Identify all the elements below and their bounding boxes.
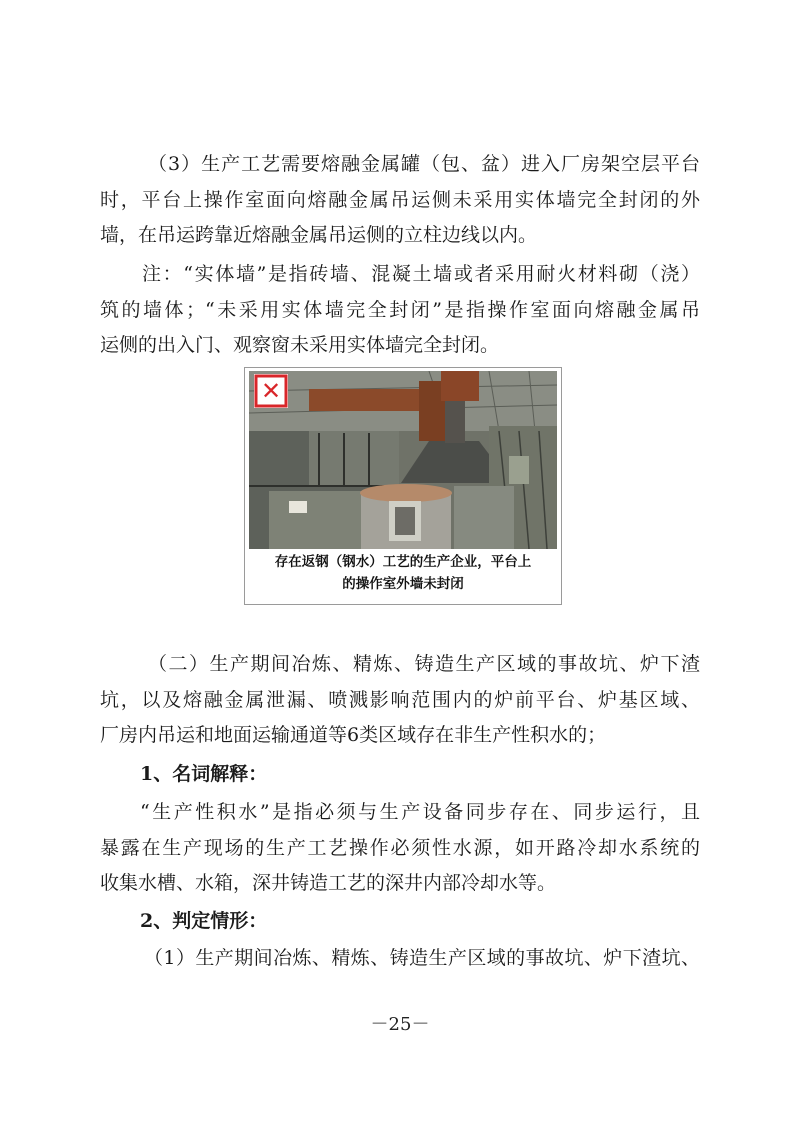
figure-caption [249,551,557,595]
text-line: 暴露在生产现场的生产工艺操作必须性水源，如开路冷却水系统的 [100,836,700,859]
definition-paragraph [100,795,700,902]
heading-text: 1、名词解释： [140,763,268,785]
text-line: 运侧的出入门、观察窗未采用实体墙完全封闭。 [100,334,500,356]
text-line: 注：“实体墙”是指砖墙、混凝土墙或者采用耐火材料砌（浇） [142,263,700,285]
paragraph-3 [100,147,700,254]
page-number: －25－ [370,1014,430,1035]
text-line: 时，平台上操作室面向熔融金属吊运侧未采用实体墙完全封闭的外 [100,188,700,211]
text-line: （3）生产工艺需要熔融金属罐（包、盆）进入厂房架空层平台 [148,153,700,175]
factory-photo [249,371,557,549]
criteria-paragraph [100,941,700,977]
text-line: “生产性积水”是指必须与生产设备同步存在、同步运行，且 [140,801,700,823]
heading-text: 2、判定情形： [140,910,268,932]
figure [244,367,562,605]
text-line: 筑的墙体；“未采用实体墙完全封闭”是指操作室面向熔融金属吊 [100,298,700,321]
text-line: 墙，在吊运跨靠近熔融金属吊运侧的立柱边线以内。 [100,224,538,246]
text-line: 收集水槽、水箱，深井铸造工艺的深井内部冷却水等。 [100,872,557,894]
cross-mark-icon: ✕ [260,377,282,405]
text-line: 厂房内吊运和地面运输通道等6类区域存在非生产性积水的； [100,724,607,746]
section-2-paragraph [100,647,700,754]
caption-line: 的操作室外墙未封闭 [342,576,464,592]
note-paragraph [100,257,700,364]
heading-criteria [100,904,700,940]
text-line: 坑，以及熔融金属泄漏、喷溅影响范围内的炉前平台、炉基区域、 [100,688,700,711]
heading-term-definition [100,757,700,793]
text-line: （1）生产期间冶炼、精炼、铸造生产区域的事故坑、炉下渣坑、 [144,947,700,969]
text-line: （二）生产期间冶炼、精炼、铸造生产区域的事故坑、炉下渣 [148,653,700,675]
caption-line: 存在返钢（钢水）工艺的生产企业，平台上 [274,554,532,570]
